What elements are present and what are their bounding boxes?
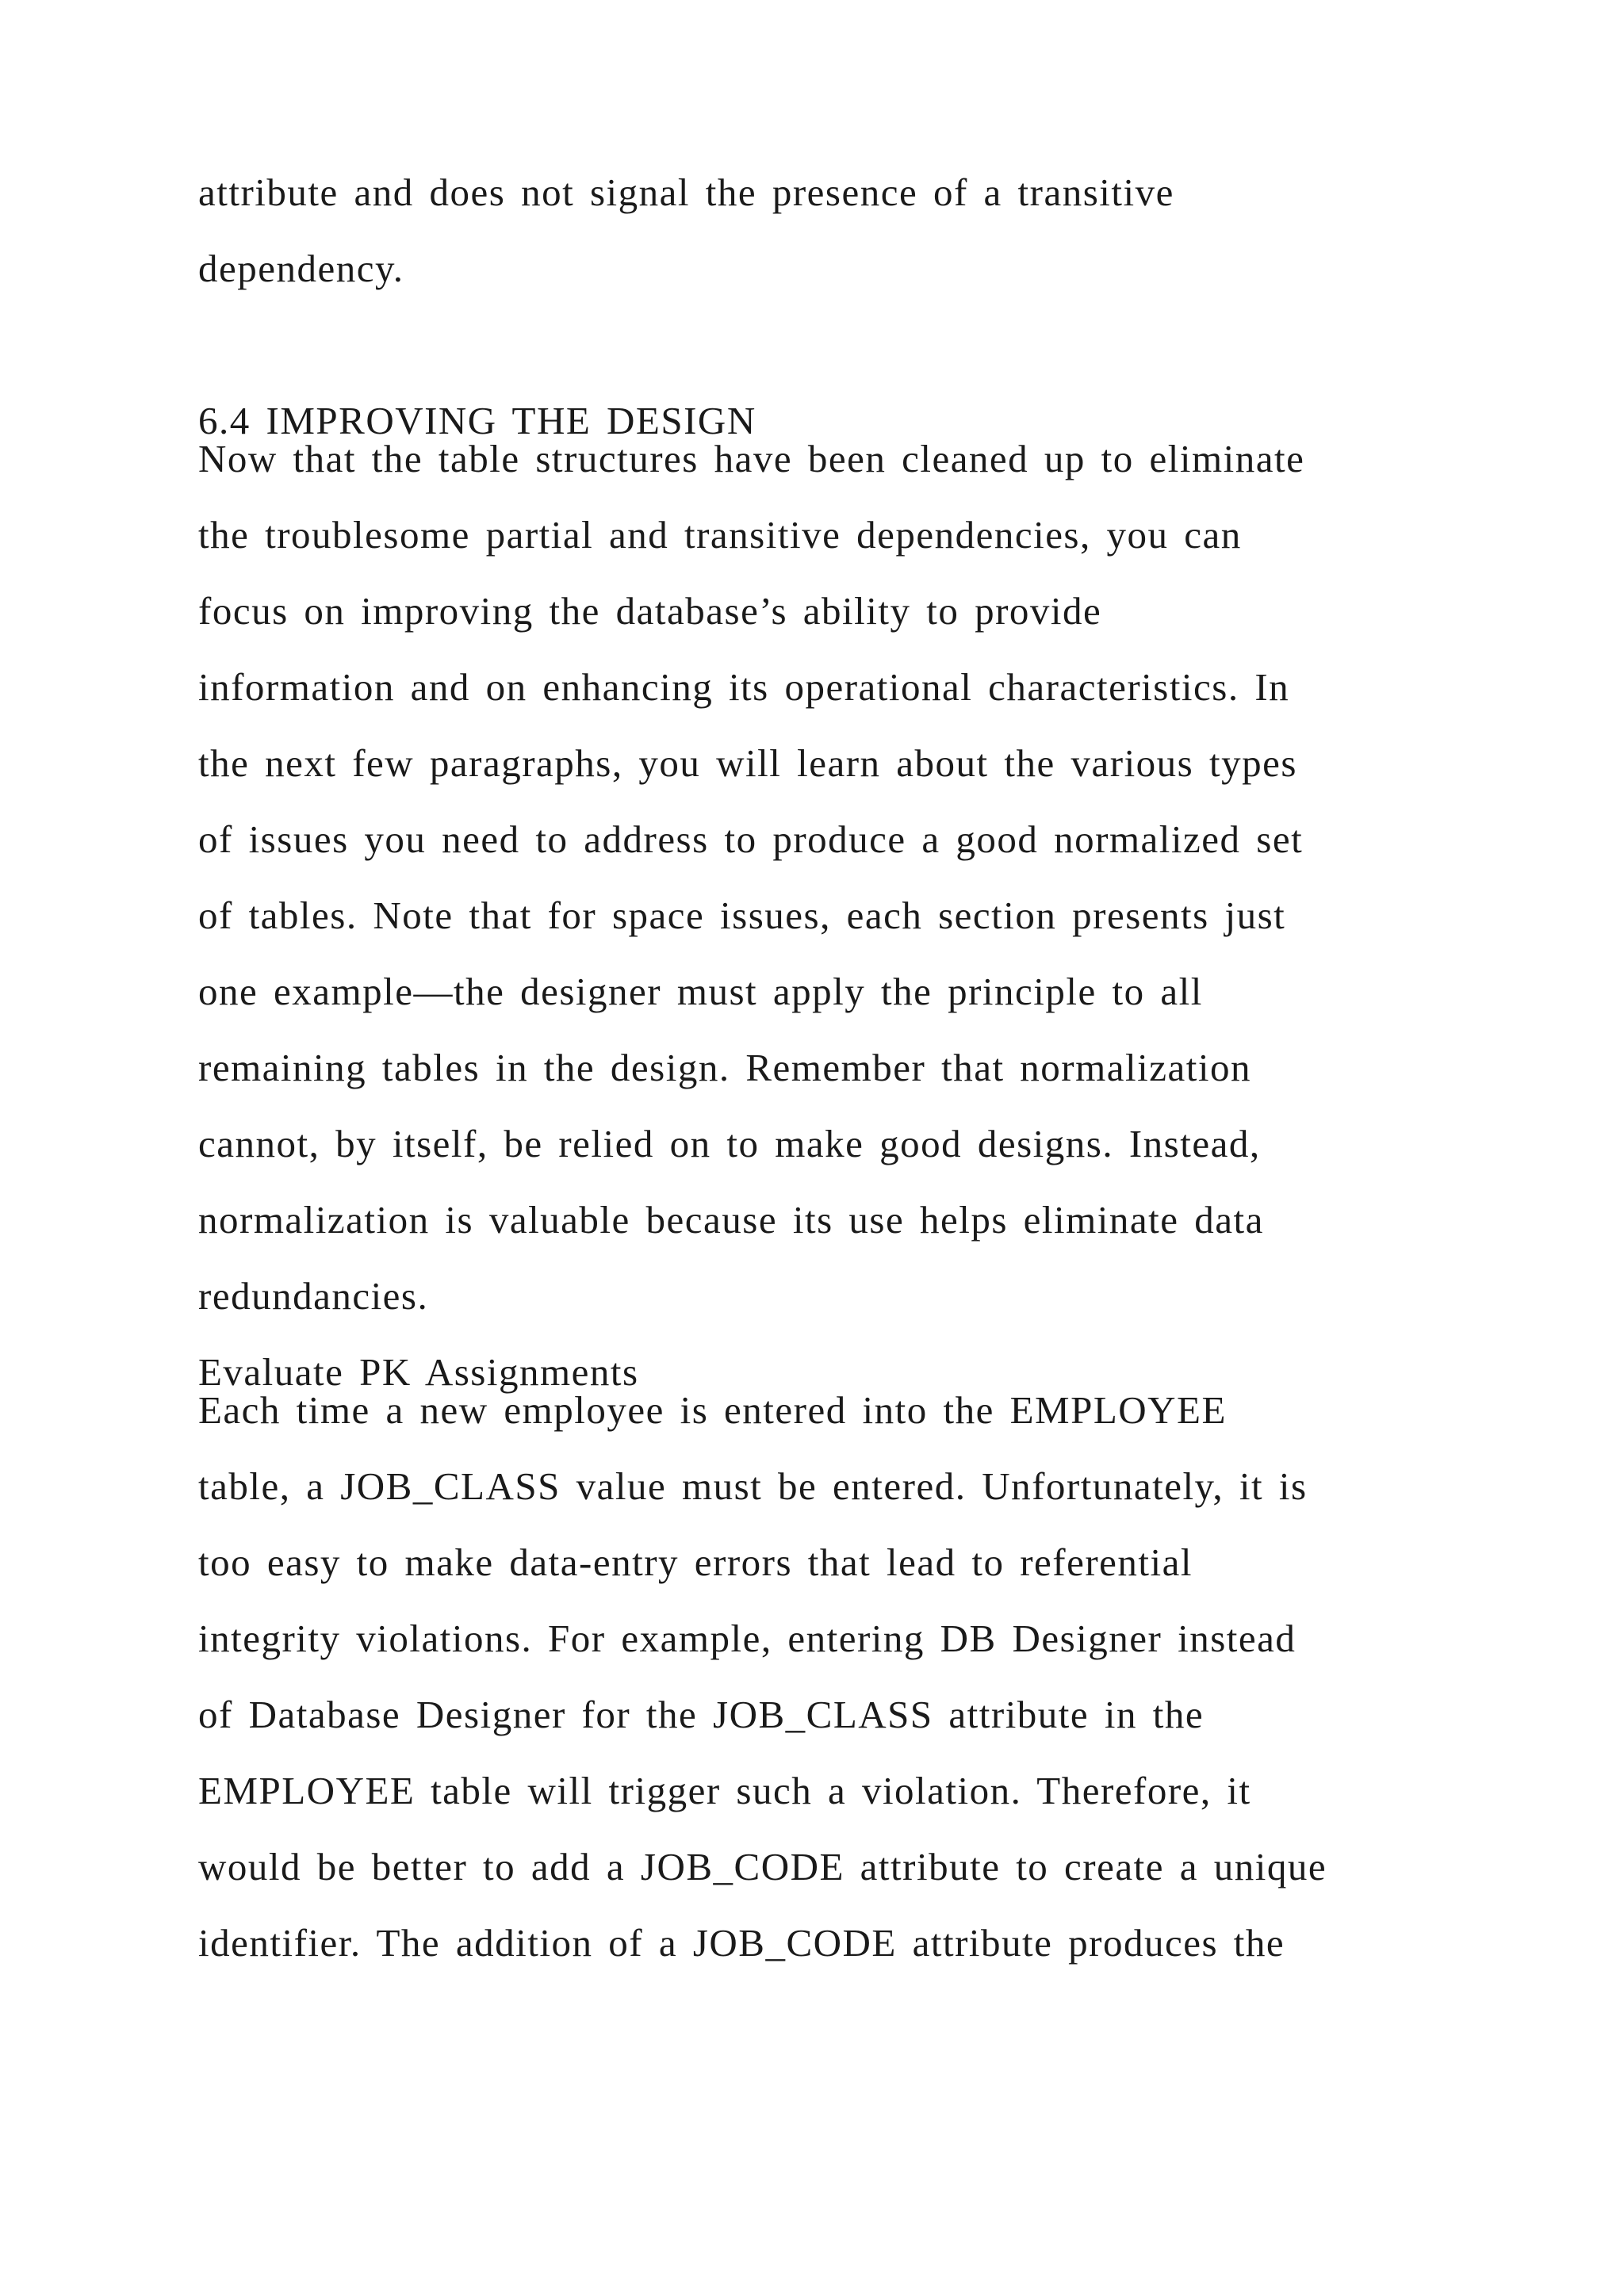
- text-line: Now that the table structures have been cleaned up to eliminate: [198, 437, 1305, 480]
- text-line: attribute and does not signal the presence of a transitive: [198, 170, 1174, 214]
- text-line: integrity violations. For example, entering DB Designer instead: [198, 1617, 1297, 1660]
- text-line: the troublesome partial and transitive dependencies, you can: [198, 513, 1242, 557]
- paragraph: [198, 421, 1435, 1334]
- text-line: of tables. Note that for space issues, each section presents just: [198, 894, 1286, 937]
- text-line: redundancies.: [198, 1274, 429, 1318]
- intro-paragraph: [198, 155, 1435, 307]
- paragraph-gap: [198, 307, 1435, 383]
- document-page: [198, 170, 1435, 1981]
- subheading: Evaluate PK Assignments: [198, 1350, 639, 1394]
- text-line: would be better to add a JOB_CODE attribute to create a unique: [198, 1845, 1327, 1888]
- text-line: focus on improving the database’s ability to provide: [198, 589, 1102, 633]
- paragraph: [198, 1372, 1435, 1981]
- text-line: the next few paragraphs, you will learn about the various types: [198, 741, 1297, 785]
- text-line: cannot, by itself, be relied on to make good designs. Instead,: [198, 1122, 1261, 1165]
- text-line: of Database Designer for the JOB_CLASS attribute in the: [198, 1693, 1205, 1736]
- text-line: identifier. The addition of a JOB_CODE attribute produces the: [198, 1921, 1285, 1965]
- text-line: one example—the designer must apply the principle to all: [198, 970, 1203, 1013]
- text-line: dependency.: [198, 247, 404, 290]
- text-line: information and on enhancing its operational characteristics. In: [198, 665, 1290, 709]
- text-line: EMPLOYEE table will trigger such a violation. Therefore, it: [198, 1769, 1251, 1812]
- text-line: of issues you need to address to produce a good normalized set: [198, 817, 1304, 861]
- section-heading: 6.4 IMPROVING THE DESIGN: [198, 399, 756, 442]
- text-line: table, a JOB_CLASS value must be entered. Unfortunately, it is: [198, 1464, 1308, 1508]
- text-line: too easy to make data-entry errors that lead to referential: [198, 1540, 1193, 1584]
- text-line: Each time a new employee is entered into the EMPLOYEE: [198, 1388, 1227, 1432]
- text-line: remaining tables in the design. Remember that normalization: [198, 1046, 1251, 1089]
- text-line: normalization is valuable because its use helps eliminate data: [198, 1198, 1264, 1242]
